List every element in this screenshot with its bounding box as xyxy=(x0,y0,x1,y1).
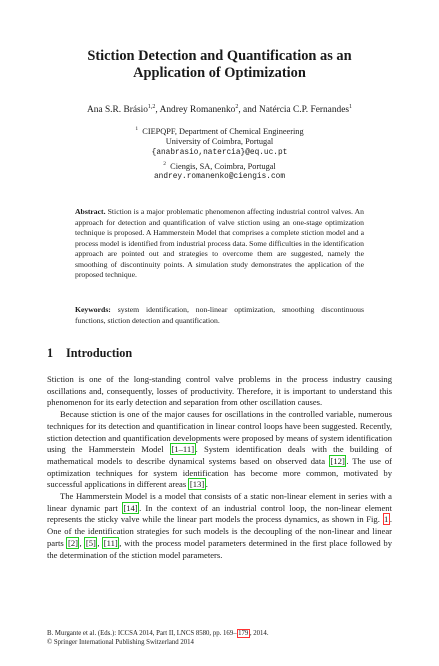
paper-title xyxy=(40,48,399,82)
section-heading xyxy=(47,346,132,361)
author-affil-sup: 1 xyxy=(349,104,353,110)
affiliation-2-line-1 xyxy=(60,159,379,172)
citation-link[interactable]: [1–11] xyxy=(171,444,195,455)
author-affil-sup: 2 xyxy=(235,104,239,110)
paragraph-text: , xyxy=(79,537,85,548)
affiliations xyxy=(60,124,379,183)
abstract xyxy=(75,207,364,281)
affiliation-1-email: {anabrasio,natercia}@eq.uc.pt xyxy=(151,148,288,157)
citation-link[interactable]: [13] xyxy=(189,479,205,490)
paragraph-text: The Hammerstein Model is a model that consists of a static non-linear element in series with a linear dynamic part xyxy=(47,491,392,513)
author-list xyxy=(40,101,399,116)
paragraph-text: , with the process model parameters determined in the first place followed by the determination of the stiction model parameters. xyxy=(47,537,393,560)
paragraph-text: . In the context of an industrial control loop, the non-linear element represents the sticky valve while the linear part models the process dynamics, as shown in Fig. xyxy=(47,502,392,525)
author-name: Ana S.R. Brásio xyxy=(86,105,148,116)
author-separator: , xyxy=(155,105,160,116)
abstract-label: Abstract. xyxy=(75,207,106,216)
author-affil-sup: 1,2 xyxy=(147,104,156,110)
author-name: Andrey Romanenko xyxy=(159,105,236,116)
page-range-link[interactable]: 179 xyxy=(238,630,249,637)
author-separator: , and xyxy=(238,105,259,116)
footer-citation-line xyxy=(47,630,392,639)
paragraph-text: Because stiction is one of the major causes for oscillations in the controlled variable, numerous techniques for its detection and quantification in linear control loops have been suggested. Recently, stiction detection and quantification developments were proposed by means of system identification using the Hammerstein Model xyxy=(47,409,392,455)
paragraph-3 xyxy=(47,491,392,561)
affiliation-text: CIEPQPF, Department of Chemical Engineering xyxy=(142,126,304,136)
footer-copyright: © Springer International Publishing Switzerland 2014 xyxy=(47,638,194,646)
abstract-text: Stiction is a major problematic phenomenon affecting industrial control valves. An approach for detection and quantification of valve stiction using an one-stage optimization technique is proposed. A Hammerstein Model that comprises a complete stiction model and a process model is identified from industrial process data. Some difficulties in the identification approach are pointed out and strategies to overcome them are suggested, namely the smoothing of discontinuity points. A simulation study demonstrates the application of the proposed technique. xyxy=(75,207,364,279)
affiliation-sup: 1 xyxy=(135,126,139,132)
title-line-1: Stiction Detection and Quantification as an xyxy=(87,48,352,64)
affiliation-2-email: andrey.romanenko@ciengis.com xyxy=(153,172,285,181)
paragraph-text: . The use of optimization techniques for system identification has become more common, motivated by successful applications in different areas xyxy=(47,455,392,490)
page-footer xyxy=(47,630,392,648)
figure-link[interactable]: 1 xyxy=(384,514,389,525)
affiliation-1-line-1 xyxy=(60,124,379,137)
citation-link[interactable]: [12] xyxy=(330,455,345,466)
affiliation-1-line-2: University of Coimbra, Portugal xyxy=(165,137,274,147)
affiliation-text: Ciengis, SA, Coimbra, Portugal xyxy=(170,161,276,171)
paragraph-text: , xyxy=(97,537,103,548)
author-name: Natércia C.P. Fernandes xyxy=(258,105,350,116)
paragraph-text: . xyxy=(205,479,208,490)
section-title: Introduction xyxy=(66,346,133,360)
citation-link[interactable]: [14] xyxy=(123,502,138,513)
title-line-2: Application of Optimization xyxy=(133,65,306,81)
footer-text: , 2014. xyxy=(249,630,269,637)
keywords xyxy=(75,305,364,326)
footer-text: B. Murgante et al. (Eds.): ICCSA 2014, Part II, LNCS 8580, pp. 169– xyxy=(47,630,237,637)
keywords-text: system identification, non-linear optimization, smoothing discontinuous functions, stiction detection and quantification. xyxy=(75,305,364,325)
paragraph-text: . System identification deals with the building of mathematical models to describe dynamical systems based on observed data xyxy=(47,444,393,466)
keywords-label: Keywords: xyxy=(75,305,111,314)
paragraph-text: . One of the identification strategies for such models is the decoupling of the non-linear and linear parts xyxy=(47,514,392,548)
body-text xyxy=(47,374,392,561)
affiliation-sup: 2 xyxy=(163,160,167,167)
citation-link[interactable]: [5] xyxy=(85,537,96,548)
citation-link[interactable]: [11] xyxy=(103,537,118,548)
paragraph-1: Stiction is one of the long-standing control valve problems in the process industry causing oscillations and, consequently, losses of productivity. Therefore, it is important to understand this phenomenon for its early detection and separation from other oscillation causes. xyxy=(47,374,392,408)
paragraph-2 xyxy=(47,409,392,491)
citation-link[interactable]: [2] xyxy=(67,537,78,548)
section-number: 1 xyxy=(47,346,54,360)
